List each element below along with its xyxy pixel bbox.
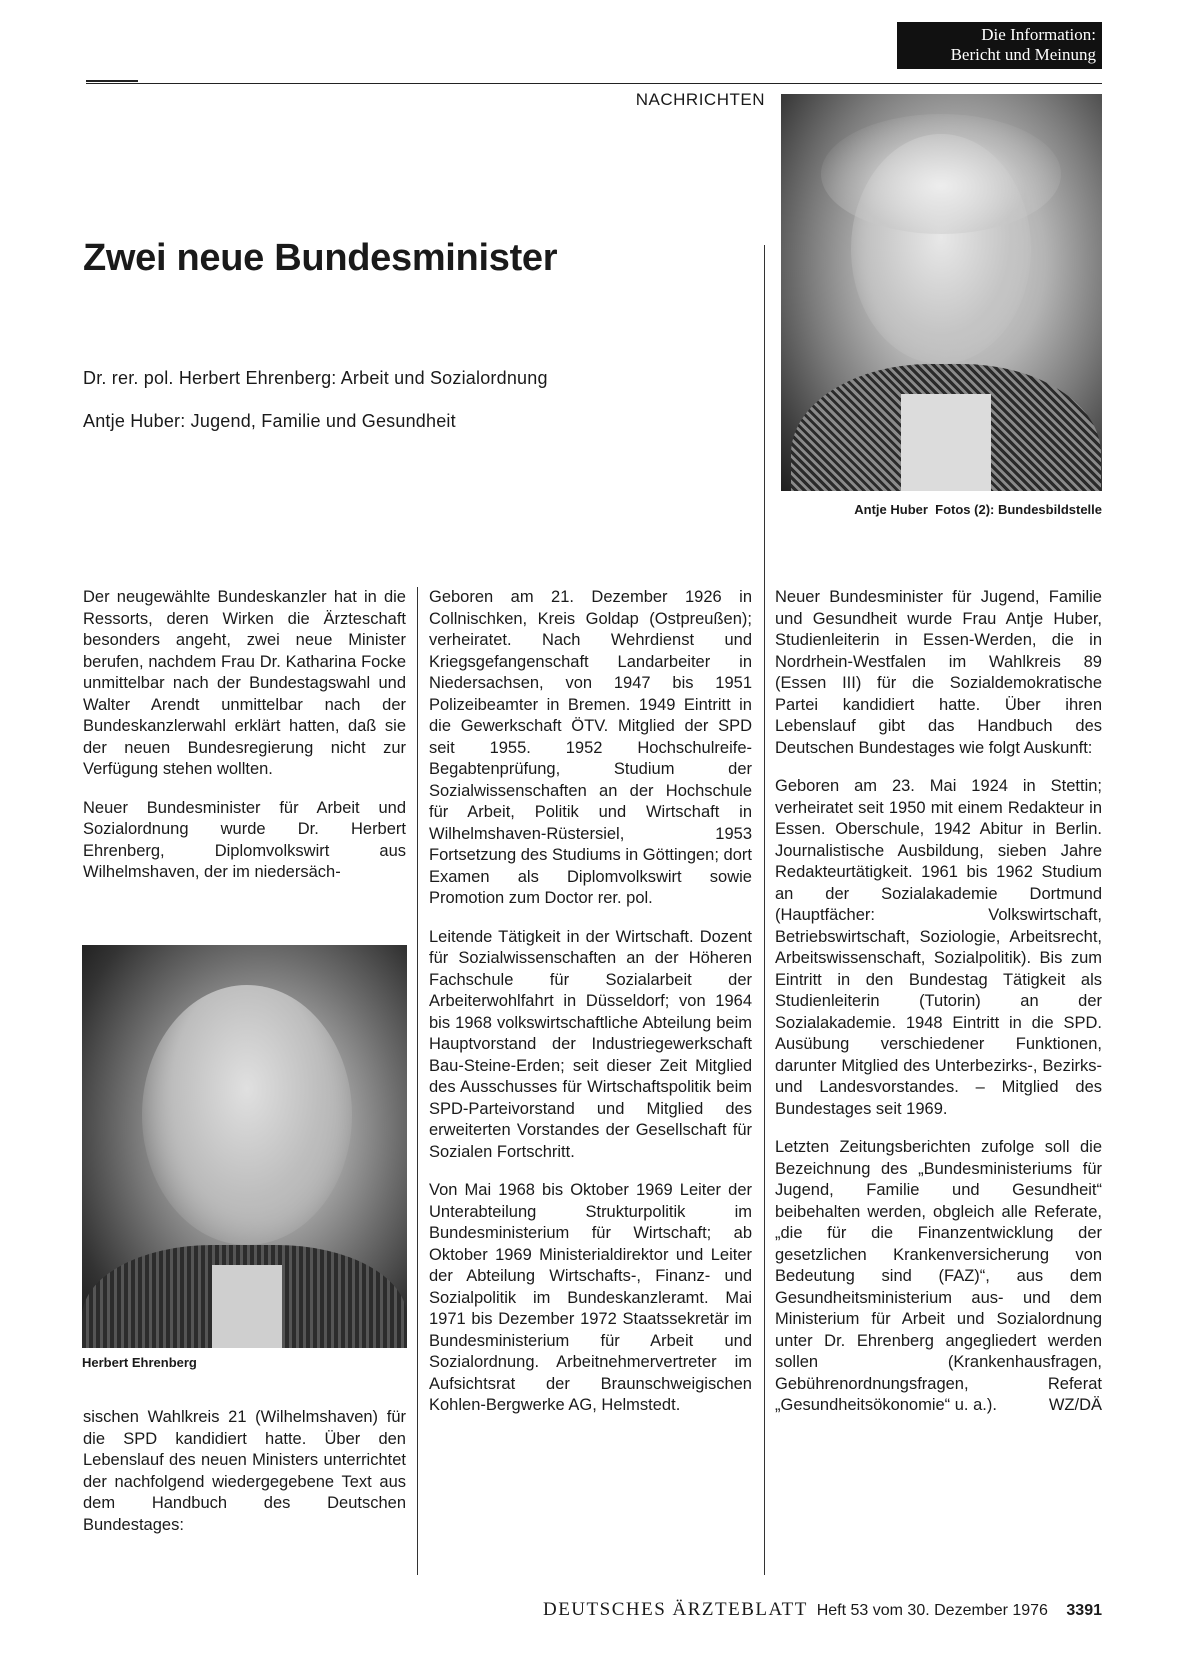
section-badge	[897, 22, 1102, 69]
section-label: NACHRICHTEN	[635, 90, 765, 109]
column-divider-2	[764, 245, 765, 1575]
paragraph: Der neugewählte Bundeskanzler hat in die Ressorts, deren Wirken die Ärzteschaft besonders angeht, zwei neue Minister berufen, nachdem Frau Dr. Katharina Focke unmittelbar nach der Bundestagswahl und Walter Arendt unmittelbar nach der Bundeskanzlerwahl erklärt hatten, daß sie der neuen Bundesregierung nicht zur Verfügung stehen wollten.	[83, 588, 406, 778]
paragraph: Neuer Bundesminister für Arbeit und Sozialordnung wurde Dr. Herbert Ehrenberg, Diplomvolkswirt aus Wilhelmshaven, der im niedersäch-	[83, 798, 406, 881]
caption-huber-name: Antje Huber	[854, 502, 928, 517]
paragraph	[775, 1137, 1102, 1417]
column-2	[429, 587, 752, 1417]
paragraph: Leitende Tätigkeit in der Wirtschaft. Dozent für Sozialwissenschaften an der Höheren Fachschule für Sozialarbeit der Arbeiterwohlfahrt in Düsseldorf; von 1964 bis 1968 volkswirtschaftliche Abteilung beim Hauptvorstand der Industriegewerkschaft Bau-Steine-Erden; seit dieser Zeit Mitglied des Ausschusses für Wirtschaftspolitik beim SPD-Parteivorstand und Mitglied des erweiterten Vorstandes der Gesellschaft für Sozialen Fortschritt.	[429, 927, 752, 1161]
headline: Zwei neue Bundesminister	[83, 237, 558, 279]
paragraph: Geboren am 21. Dezember 1926 in Collnischken, Kreis Goldap (Ostpreußen); verheiratet. Nach Wehrdienst und Kriegsgefangenschaft Landarbeiter in Niedersachsen, von 1947 bis 1951 Polizeibeamter in Bremen. 1949 Eintritt in die Gewerkschaft ÖTV. Mitglied der SPD seit 1955. 1952 Hochschulreife-Begabtenprüfung, Studium der Sozialwissenschaften an der Hochschule für Arbeit, Politik und Wirtschaft in Wilhelmshaven-Rüstersiel, 1953 Fortsetzung des Studiums in Göttingen; dort Examen als Diplomvolkswirt sowie Promotion zum Doctor rer. pol.	[429, 588, 752, 907]
top-rule-accent	[86, 80, 138, 82]
column-1-top	[83, 587, 406, 884]
caption-photo-credit: Fotos (2): Bundesbildstelle	[935, 502, 1102, 517]
photo-antje-huber	[781, 94, 1102, 491]
column-divider-1	[417, 587, 418, 1575]
author-signature: WZ/DÄ	[1048, 1396, 1102, 1414]
paragraph: Von Mai 1968 bis Oktober 1969 Leiter der Unterabteilung Strukturpolitik im Bundesministerium für Wirtschaft; ab Oktober 1969 Ministerialdirektor und Leiter der Abteilung Wirtschafts-, Finanz- und Sozialpolitik im Bundeskanzleramt. Mai 1971 bis Dezember 1972 Staatssekretär im Bundesministerium für Arbeit und Sozialordnung. Arbeitnehmervertreter im Aufsichtsrat der Braunschweigischen Kohlen-Bergwerke AG, Helmstedt.	[429, 1181, 752, 1414]
page-footer	[420, 1599, 1102, 1621]
paragraph: sischen Wahlkreis 21 (Wilhelmshaven) für die SPD kandidiert hatte. Über den Lebenslauf des neuen Ministers unterrichtet der nachfolgend wiedergegebene Text aus dem Handbuch des Deutschen Bundestages:	[83, 1408, 406, 1534]
top-rule	[86, 83, 1102, 84]
page-number: 3391	[1066, 1602, 1102, 1619]
photo-herbert-ehrenberg	[82, 945, 407, 1348]
journal-name: DEUTSCHES ÄRZTEBLATT	[542, 1599, 808, 1620]
subheadline-huber: Antje Huber: Jugend, Familie und Gesundheit	[83, 411, 456, 431]
paragraph: Geboren am 23. Mai 1924 in Stettin; verheiratet seit 1950 mit einem Redakteur in Essen. Oberschule, 1942 Abitur in Berlin. Journalistische Ausbildung, sieben Jahre Redakteurtätigkeit. 1961 bis 1962 Studium an der Sozialakademie Dortmund (Hauptfächer: Volkswirtschaft, Betriebswirtschaft, Soziologie, Arbeitsrecht, Arbeitswissenschaft, Sozialpolitik). Bis zum Eintritt in den Bundestag Tätigkeit als Studienleiterin (Tutorin) an der Sozialakademie. 1948 Eintritt in die SPD. Ausübung verschiedener Funktionen, darunter Mitglied des Unterbezirks-, Bezirks- und Landesvorstandes. – Mitglied des Bundestages seit 1969.	[775, 777, 1102, 1118]
subheadline-ehrenberg: Dr. rer. pol. Herbert Ehrenberg: Arbeit und Sozialordnung	[83, 368, 548, 388]
paragraph: Neuer Bundesminister für Jugend, Familie und Gesundheit wurde Frau Antje Huber, Studienleiterin in Essen-Werden, die in Nordrhein-Westfalen im Wahlkreis 89 (Essen III) für die Sozialdemokratische Partei kandidiert hatte. Über ihren Lebenslauf gibt das Handbuch des Deutschen Bundestages wie folgt Auskunft:	[775, 588, 1102, 757]
badge-line-1: Die Information:	[981, 25, 1096, 44]
column-1-bottom	[83, 1407, 406, 1536]
caption-huber	[766, 502, 1102, 517]
caption-ehrenberg: Herbert Ehrenberg	[82, 1355, 197, 1370]
paragraph-text: Letzten Zeitungsberichten zufolge soll die Bezeichnung des „Bundesministeriums für Jugend, Familie und Gesundheit“ beibehalten werden, obgleich alle Referate, „die für die Finanzentwicklung der gesetzlichen Krankenversicherung von Bedeutung sind (FAZ)“, aus dem Gesundheitsministerium aus- und dem Ministerium für Arbeit und Sozialordnung unter Dr. Ehrenberg angegliedert werden sollen (Krankenhausfragen, Gebührenordnungsfragen, Referat „Gesundheitsökonomie“ u. a.).	[775, 1138, 1102, 1414]
badge-line-2: Bericht und Meinung	[950, 45, 1096, 64]
column-3	[775, 587, 1102, 1417]
issue-info: Heft 53 vom 30. Dezember 1976	[816, 1602, 1048, 1619]
